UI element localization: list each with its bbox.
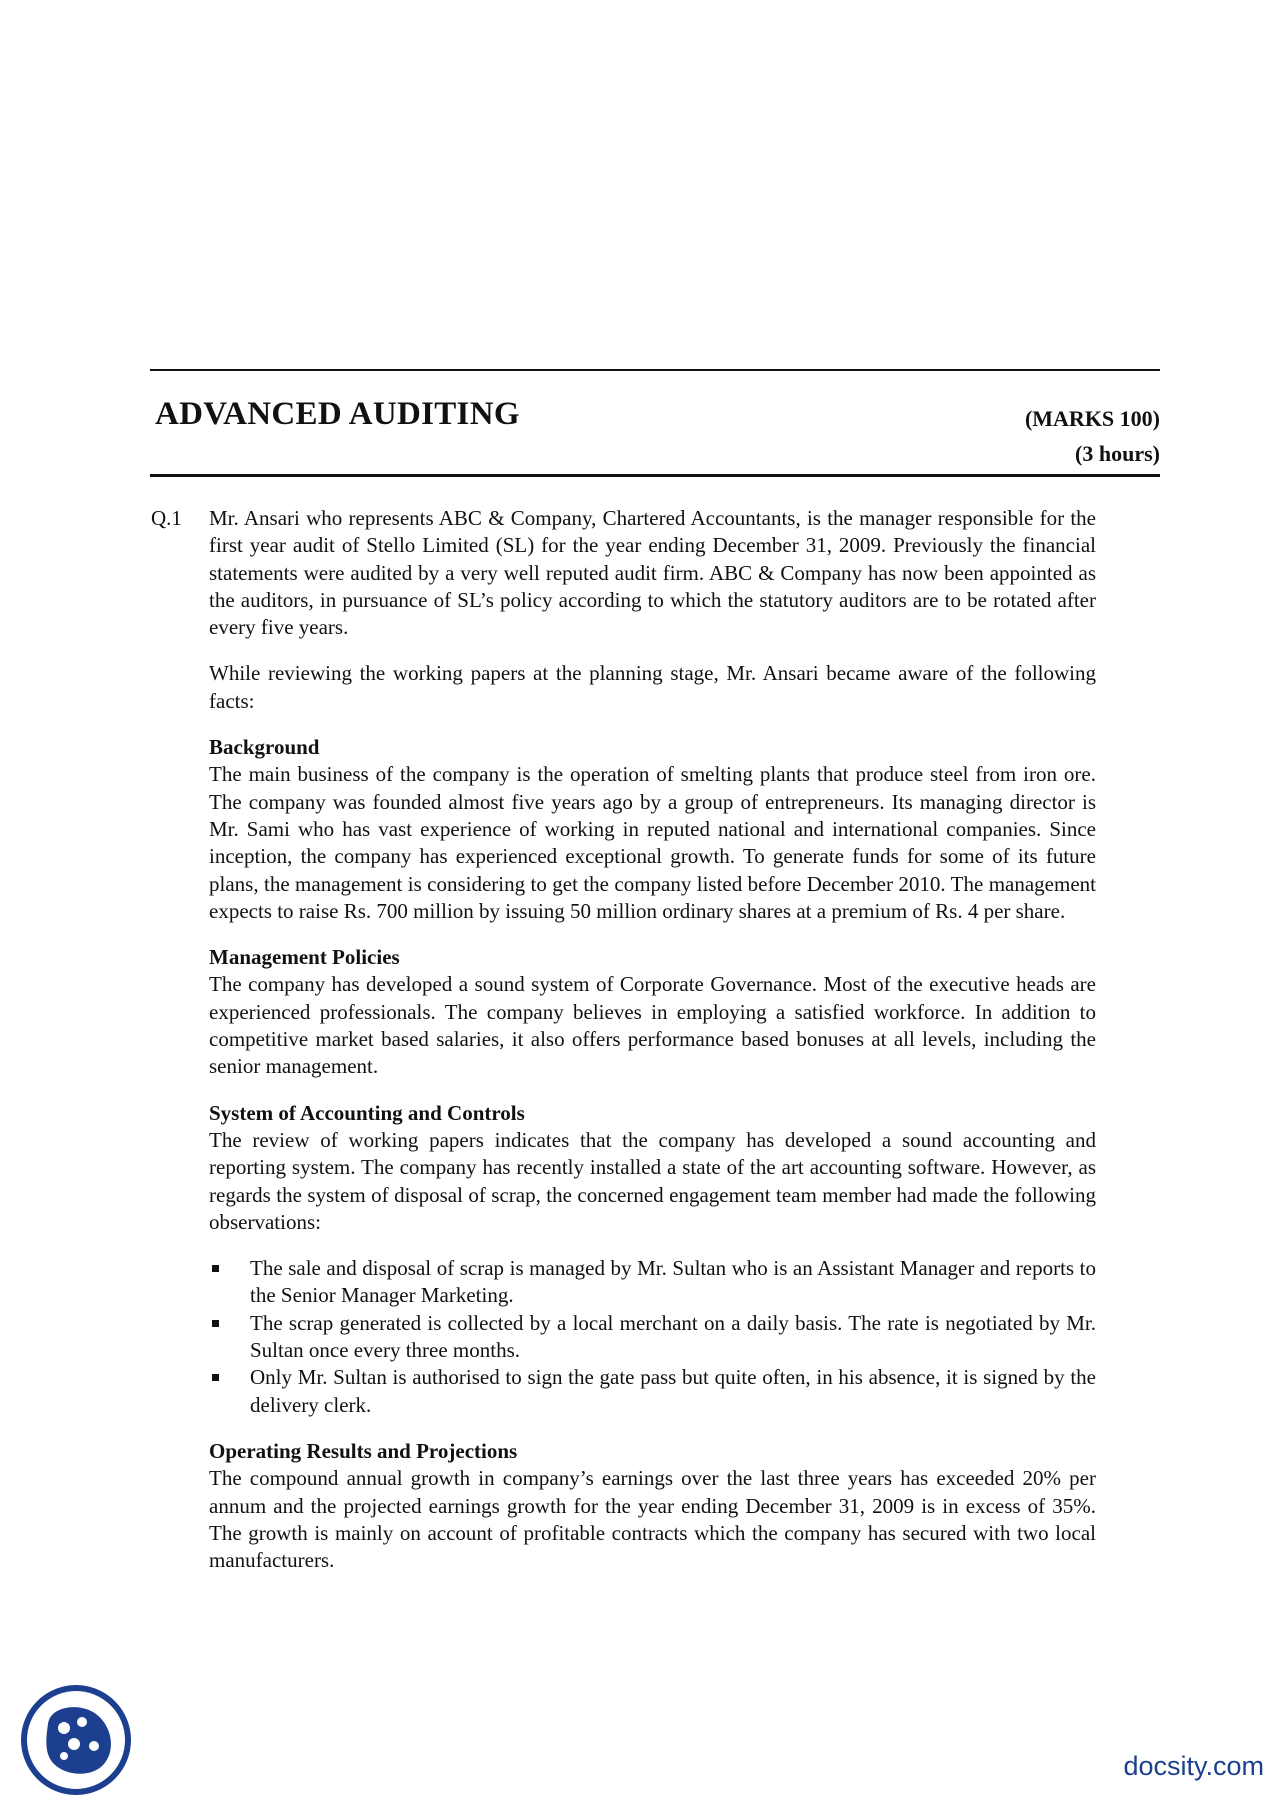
section-text-operating: The compound annual growth in company’s earnings over the last three years has exceeded 20% per annum and the projected earnings growth for the year ending December 31, 2009 is in excess of 35%. The growth is mainly on account of profitable contracts which the company has secured with two local manufacturers.	[209, 1466, 1096, 1573]
header-bottom-rule	[150, 474, 1160, 477]
observations-list	[209, 1255, 1096, 1419]
brand-link[interactable]: docsity.com	[1123, 1751, 1264, 1781]
section-text-background: The main business of the company is the operation of smelting plants that produce steel from iron ore. The company was founded almost five years ago by a group of entrepreneurs. Its managing director is Mr. Sami who has vast experience of working in reputed national and international companies. Since inception, the company has experienced exceptional growth. To generate funds for some of its future plans, the management is considering to get the company listed before December 2010. The management expects to raise Rs. 700 million by issuing 50 million ordinary shares at a premium of Rs. 4 per share.	[209, 762, 1096, 923]
list-item-text: The sale and disposal of scrap is managed by Mr. Sultan who is an Assistant Manager and reports to the Senior Manager Marketing.	[250, 1256, 1096, 1308]
section-heading-operating: Operating Results and Projections	[209, 1438, 518, 1463]
question-number: Q.1	[151, 506, 182, 530]
section-text-management: The company has developed a sound system of Corporate Governance. Most of the executive heads are experienced professionals. The company believes in employing a satisfied workforce. In addition to competitive market based salaries, it also offers performance based bonuses at all levels, including the senior management.	[209, 972, 1096, 1079]
list-item-text: The scrap generated is collected by a local merchant on a daily basis. The rate is negotiated by Mr. Sultan once every three months.	[250, 1310, 1096, 1363]
exam-marks: (MARKS 100)	[1024, 406, 1160, 431]
question-body	[209, 505, 1096, 1593]
list-item	[209, 1310, 1096, 1365]
square-bullet-icon	[212, 1265, 219, 1272]
docsity-logo-icon[interactable]	[20, 1684, 132, 1796]
top-rule	[150, 369, 1160, 371]
exam-title: ADVANCED AUDITING	[155, 396, 520, 432]
list-item	[209, 1364, 1096, 1419]
section-heading-background: Background	[209, 735, 320, 760]
list-item	[209, 1255, 1096, 1310]
square-bullet-icon	[212, 1320, 219, 1327]
exam-duration: (3 hours)	[1075, 441, 1160, 466]
intro-paragraph: While reviewing the working papers at the planning stage, Mr. Ansari became aware of the following facts:	[209, 661, 1096, 713]
section-heading-management: Management Policies	[209, 945, 400, 970]
square-bullet-icon	[212, 1374, 219, 1381]
section-heading-accounting: System of Accounting and Controls	[209, 1100, 525, 1125]
section-text-accounting: The review of working papers indicates that the company has developed a sound accounting and reporting system. The company has recently installed a state of the art accounting software. However, as regards the system of disposal of scrap, the concerned engagement team member had made the following observations:	[209, 1127, 1096, 1234]
list-item-text: Only Mr. Sultan is authorised to sign the gate pass but quite often, in his absence, it is signed by the delivery clerk.	[250, 1365, 1096, 1417]
intro-paragraph: Mr. Ansari who represents ABC & Company, Chartered Accountants, is the manager responsible for the first year audit of Stello Limited (SL) for the year ending December 31, 2009. Previously the financial statements were audited by a very well reputed audit firm. ABC & Company has now been appointed as the auditors, in pursuance of SL’s policy according to which the statutory auditors are to be rotated after every five years.	[209, 506, 1096, 640]
